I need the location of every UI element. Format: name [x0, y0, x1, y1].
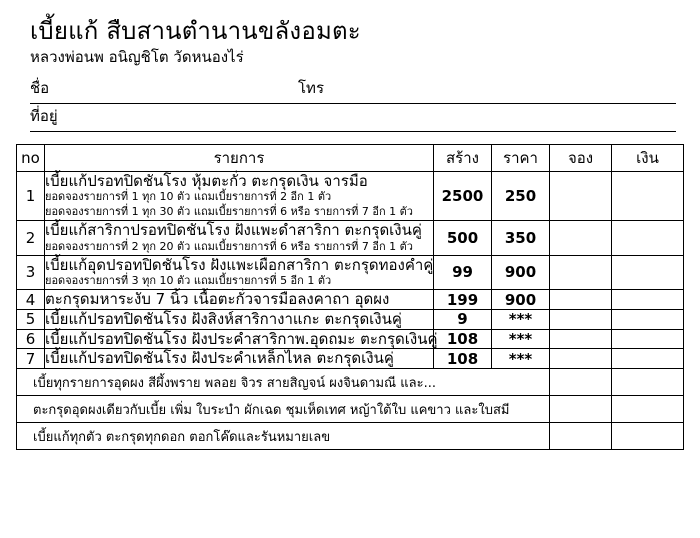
row-booking[interactable] — [550, 309, 612, 329]
row-money[interactable] — [612, 171, 684, 220]
table-body — [17, 171, 684, 450]
address-field-label: ที่อยู่ — [30, 106, 58, 125]
footnote-row — [17, 369, 684, 396]
item-note: ยอดจองรายการที่ 3 ทุก 10 ตัว แถมเบี้ยรายการที่ 5 อีก 1 ตัว — [45, 274, 332, 288]
row-number: 6 — [17, 329, 45, 349]
row-made-count: 108 — [434, 349, 492, 369]
row-price: *** — [492, 329, 550, 349]
item-title: เบี้ยแก้อุดปรอทปิดชันโรง ฝังแพะเผือกสาริกา ตะกรุดทองคำคู่ — [45, 255, 434, 274]
row-booking[interactable] — [550, 221, 612, 256]
footnote-money-cell[interactable] — [612, 369, 684, 396]
row-item — [45, 255, 434, 290]
item-note: ยอดจองรายการที่ 1 ทุก 10 ตัว แถมเบี้ยรายการที่ 2 อีก 1 ตัว — [45, 190, 332, 204]
row-booking[interactable] — [550, 329, 612, 349]
footnote-cell — [17, 423, 550, 450]
footnote-money-cell[interactable] — [612, 396, 684, 423]
table-row — [17, 329, 684, 349]
row-money[interactable] — [612, 255, 684, 290]
row-item — [45, 221, 434, 256]
row-item — [45, 290, 434, 310]
table-row — [17, 290, 684, 310]
column-header-booking: จอง — [550, 144, 612, 171]
footnote-text: เบี้ยทุกรายการอุดผง สีผึ้งพราย พลอย จิวร สายสิญจน์ ผงจินดามณี และ... — [33, 375, 436, 391]
item-title: เบี้ยแก้ปรอทปิดชันโรง ฝังสิงห์สาริกางาแกะ ตะกรุดเงินคู่ — [45, 309, 402, 328]
column-header-made: สร้าง — [434, 144, 492, 171]
name-tel-field-row — [30, 78, 676, 104]
table-header-row — [17, 144, 684, 171]
item-note: ยอดจองรายการที่ 1 ทุก 30 ตัว แถมเบี้ยรายการที่ 6 หรือ รายการที่ 7 อีก 1 ตัว — [45, 205, 413, 219]
row-booking[interactable] — [550, 171, 612, 220]
row-made-count: 99 — [434, 255, 492, 290]
footnote-booking-cell[interactable] — [550, 396, 612, 423]
row-price: *** — [492, 349, 550, 369]
footnote-money-cell[interactable] — [612, 423, 684, 450]
footnote-cell — [17, 369, 550, 396]
row-money[interactable] — [612, 329, 684, 349]
row-money[interactable] — [612, 290, 684, 310]
table-header — [17, 144, 684, 171]
row-item — [45, 171, 434, 220]
row-made-count: 108 — [434, 329, 492, 349]
address-field-row — [30, 106, 676, 132]
table-row — [17, 171, 684, 220]
row-money[interactable] — [612, 309, 684, 329]
row-made-count: 199 — [434, 290, 492, 310]
table-row — [17, 349, 684, 369]
table-row — [17, 255, 684, 290]
row-number: 4 — [17, 290, 45, 310]
row-price: 900 — [492, 255, 550, 290]
address-rule[interactable] — [30, 131, 676, 132]
row-price: *** — [492, 309, 550, 329]
order-table — [16, 144, 684, 451]
row-number: 3 — [17, 255, 45, 290]
row-number: 5 — [17, 309, 45, 329]
item-note: ยอดจองรายการที่ 2 ทุก 20 ตัว แถมเบี้ยรายการที่ 6 หรือ รายการที่ 7 อีก 1 ตัว — [45, 239, 413, 253]
row-made-count: 2500 — [434, 171, 492, 220]
row-money[interactable] — [612, 349, 684, 369]
row-item — [45, 309, 434, 329]
column-header-no: no — [17, 144, 45, 171]
footnote-booking-cell[interactable] — [550, 423, 612, 450]
row-price: 250 — [492, 171, 550, 220]
footnote-booking-cell[interactable] — [550, 369, 612, 396]
footnote-row — [17, 423, 684, 450]
row-number: 1 — [17, 171, 45, 220]
row-made-count: 500 — [434, 221, 492, 256]
table-row — [17, 221, 684, 256]
footnote-row — [17, 396, 684, 423]
column-header-price: ราคา — [492, 144, 550, 171]
column-header-money: เงิน — [612, 144, 684, 171]
item-title: เบี้ยแก้ปรอทปิดชันโรง หุ้มตะกั่ว ตะกรุดเงิน จารมือ — [45, 171, 368, 190]
name-field-label: ชื่อ — [30, 78, 50, 97]
form-header — [16, 18, 684, 132]
name-tel-rule[interactable] — [30, 103, 676, 104]
tel-field-label: โทร — [298, 78, 325, 97]
item-title: เบี้ยแก้ปรอทปิดชันโรง ฝังประคำเหล็กไหล ตะกรุดเงินคู่ — [45, 349, 394, 368]
row-made-count: 9 — [434, 309, 492, 329]
footnote-text: ตะกรุดอุดผงเดียวกับเบี้ย เพิ่ม ใบระบำ ผักเฉด ชุมเห็ดเทศ หญ้าใต้ใบ แคขาว และใบสมี — [33, 402, 510, 418]
row-money[interactable] — [612, 221, 684, 256]
item-title: เบี้ยแก้สาริกาปรอทปิดชันโรง ฝังแพะดำสาริกา ตะกรุดเงินคู่ — [45, 221, 422, 240]
item-title: เบี้ยแก้ปรอทปิดชันโรง ฝังประคำสาริกาพ.อุดถมะ ตะกรุดเงินคู่ — [45, 329, 438, 348]
column-header-item: รายการ — [45, 144, 434, 171]
page-subtitle: หลวงพ่อนพ อนิญชิโต วัดหนองไร่ — [30, 47, 244, 66]
row-booking[interactable] — [550, 290, 612, 310]
row-item — [45, 329, 438, 349]
row-number: 2 — [17, 221, 45, 256]
row-item — [45, 349, 434, 369]
item-title: ตะกรุดมหาระงับ 7 นิ้ว เนื้อตะกั่วจารมือลงคาถา อุดผง — [45, 290, 390, 309]
row-booking[interactable] — [550, 349, 612, 369]
row-price: 900 — [492, 290, 550, 310]
row-price: 350 — [492, 221, 550, 256]
footnote-text: เบี้ยแก้ทุกตัว ตะกรุดทุกดอก ตอกโค๊ดและรันหมายเลข — [33, 429, 331, 445]
footnote-cell — [17, 396, 550, 423]
row-number: 7 — [17, 349, 45, 369]
table-row — [17, 309, 684, 329]
row-booking[interactable] — [550, 255, 612, 290]
page-title: เบี้ยแก้ สืบสานตำนานขลังอมตะ — [30, 17, 361, 45]
